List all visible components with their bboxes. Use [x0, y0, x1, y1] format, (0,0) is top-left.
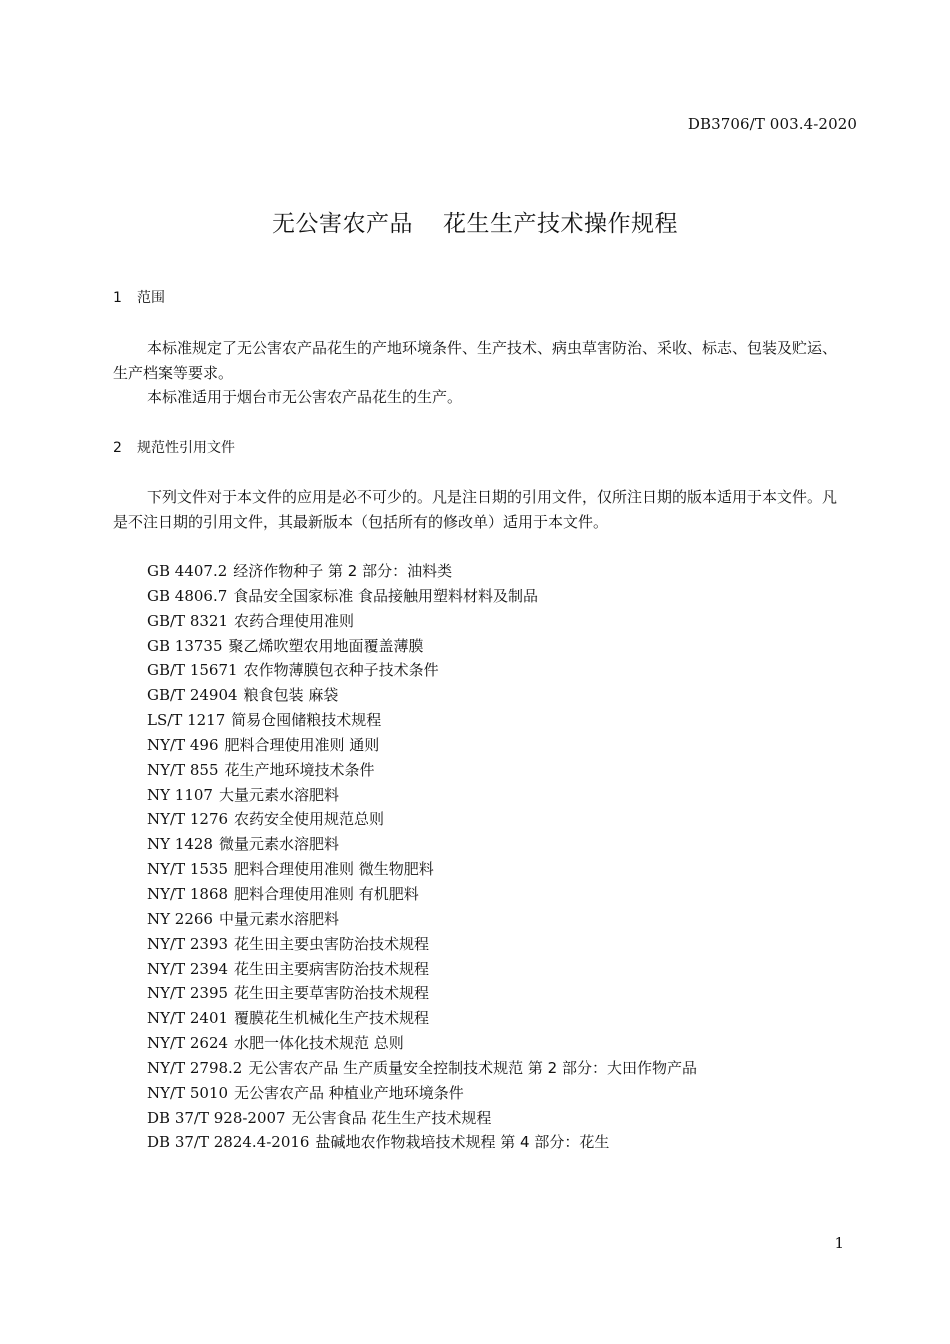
reference-title: 食品安全国家标准 食品接触用塑料材料及制品 — [233, 586, 539, 605]
reference-title: 聚乙烯吹塑农用地面覆盖薄膜 — [228, 636, 424, 655]
reference-code: GB/T 15671 — [147, 661, 238, 680]
reference-code: GB 4407.2 — [147, 562, 228, 580]
reference-list — [147, 559, 697, 1155]
reference-item — [147, 857, 697, 882]
reference-title: 花生产地环境技术条件 — [224, 760, 375, 779]
reference-code: DB 37/T 928-2007 — [147, 1108, 286, 1127]
reference-title: 中量元素水溶肥料 — [218, 909, 339, 928]
reference-item — [147, 634, 697, 659]
reference-code: NY/T 2624 — [147, 1034, 229, 1053]
reference-title: 农药安全使用规范总则 — [234, 810, 385, 829]
reference-title: 粮食包装 麻袋 — [243, 686, 339, 705]
reference-item — [147, 783, 697, 808]
reference-code: NY/T 2395 — [147, 984, 229, 1003]
reference-item — [147, 1130, 697, 1155]
reference-item — [147, 708, 697, 733]
reference-title: 无公害农产品 种植业产地环境条件 — [234, 1083, 464, 1102]
reference-code: NY/T 2798.2 — [147, 1058, 243, 1077]
reference-code: NY/T 496 — [147, 735, 219, 754]
reference-code: NY/T 1276 — [147, 810, 229, 829]
section-title: 范围 — [137, 290, 165, 306]
reference-code: NY/T 2393 — [147, 934, 229, 953]
reference-item — [147, 932, 697, 957]
reference-title: 大量元素水溶肥料 — [218, 785, 339, 804]
reference-code: NY/T 2401 — [147, 1009, 229, 1028]
reference-title: 经济作物种子 第 2 部分：油料类 — [233, 562, 453, 580]
reference-code: LS/T 1217 — [147, 711, 226, 730]
reference-code: GB 4806.7 — [147, 586, 228, 605]
reference-item — [147, 832, 697, 857]
reference-code: NY/T 5010 — [147, 1083, 229, 1102]
reference-title: 水肥一体化技术规范 总则 — [234, 1034, 404, 1053]
reference-title: 肥料合理使用准则 通则 — [224, 735, 380, 754]
title-part-product: 无公害农产品 — [272, 211, 413, 237]
reference-item — [147, 957, 697, 982]
reference-item — [147, 1106, 697, 1131]
reference-title: 花生田主要虫害防治技术规程 — [234, 934, 430, 953]
reference-code: GB/T 24904 — [147, 686, 238, 705]
reference-code: DB 37/T 2824.4-2016 — [147, 1133, 310, 1152]
section-number: 2 — [113, 440, 122, 456]
reference-title: 无公害农产品 生产质量安全控制技术规范 第 2 部分：大田作物产品 — [248, 1058, 697, 1077]
section-heading-scope — [113, 288, 165, 308]
reference-title: 肥料合理使用准则 有机肥料 — [234, 884, 419, 903]
section-title: 规范性引用文件 — [137, 440, 235, 456]
reference-title: 简易仓囤储粮技术规程 — [231, 711, 382, 730]
reference-title: 花生田主要病害防治技术规程 — [234, 959, 430, 978]
reference-title: 盐碱地农作物栽培技术规程 第 4 部分：花生 — [315, 1133, 610, 1152]
section-heading-normative-references — [113, 438, 235, 458]
reference-code: NY/T 1868 — [147, 884, 229, 903]
reference-item — [147, 907, 697, 932]
reference-code: GB 13735 — [147, 636, 223, 655]
page-number: 1 — [834, 1234, 844, 1252]
reference-item — [147, 981, 697, 1006]
reference-item — [147, 1081, 697, 1106]
reference-title: 农作物薄膜包衣种子技术条件 — [243, 661, 439, 680]
reference-title: 花生田主要草害防治技术规程 — [234, 984, 430, 1003]
reference-code: NY/T 855 — [147, 760, 219, 779]
reference-item — [147, 609, 697, 634]
reference-item — [147, 1031, 697, 1056]
reference-item — [147, 584, 697, 609]
reference-code: NY 1107 — [147, 785, 213, 804]
reference-item — [147, 882, 697, 907]
reference-item — [147, 758, 697, 783]
reference-item — [147, 658, 697, 683]
reference-item — [147, 683, 697, 708]
reference-item — [147, 1006, 697, 1031]
reference-title: 农药合理使用准则 — [234, 611, 355, 630]
reference-item — [147, 559, 697, 584]
reference-title: 微量元素水溶肥料 — [218, 835, 339, 854]
applicability-paragraph: 本标准适用于烟台市无公害农产品花生的生产。 — [147, 388, 463, 406]
reference-title: 无公害食品 花生生产技术规程 — [291, 1108, 492, 1127]
reference-item — [147, 733, 697, 758]
reference-title: 覆膜花生机械化生产技术规程 — [234, 1009, 430, 1028]
reference-code: GB/T 8321 — [147, 611, 229, 630]
reference-code: NY/T 2394 — [147, 959, 229, 978]
section-number: 1 — [113, 290, 122, 306]
scope-paragraph: 本标准规定了无公害农产品花生的产地环境条件、生产技术、病虫草害防治、采收、标志、包装及贮运、生产档案等要求。 — [113, 339, 838, 382]
reference-code: NY 2266 — [147, 909, 213, 928]
reference-title: 肥料合理使用准则 微生物肥料 — [234, 860, 434, 879]
reference-code: NY 1428 — [147, 835, 213, 854]
standard-code: DB3706/T 003.4-2020 — [687, 115, 857, 133]
reference-item — [147, 807, 697, 832]
reference-item — [147, 1056, 697, 1081]
title-part-procedure: 花生生产技术操作规程 — [443, 211, 678, 237]
references-intro-paragraph: 下列文件对于本文件的应用是必不可少的。凡是注日期的引用文件，仅所注日期的版本适用于本文件。凡是不注日期的引用文件，其最新版本（包括所有的修改单）适用于本文件。 — [113, 488, 838, 531]
reference-code: NY/T 1535 — [147, 860, 229, 879]
